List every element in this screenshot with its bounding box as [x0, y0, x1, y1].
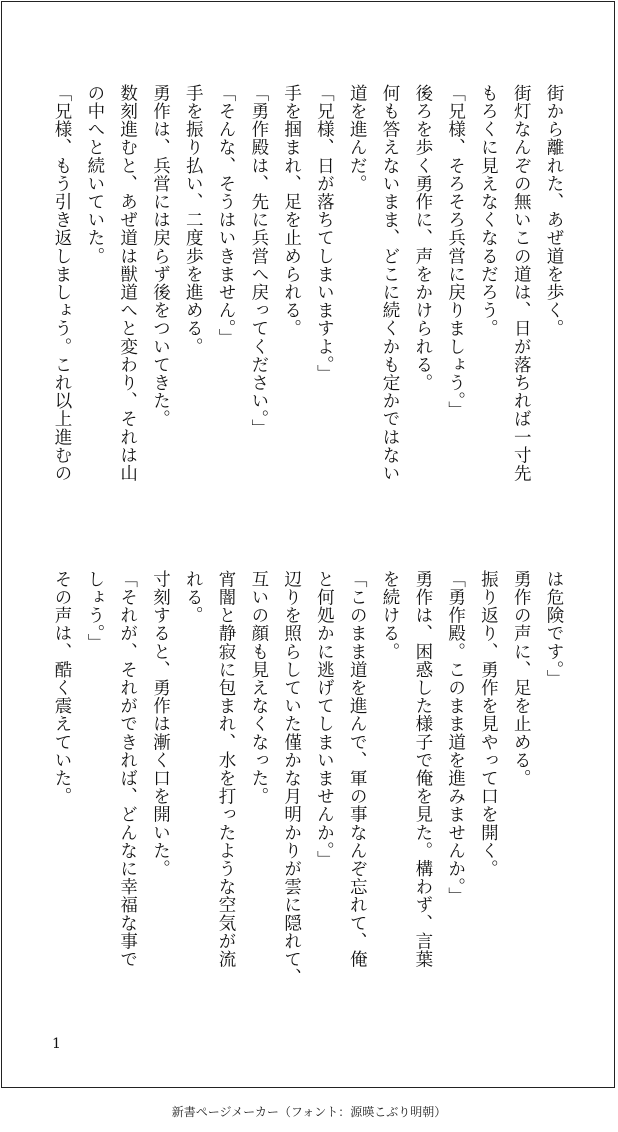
footer-caption: 新書ページメーカー（フォント：源暎こぶり明朝）	[171, 1105, 447, 1119]
top-text-line: 手を掴まれ、足を止められる。	[281, 84, 302, 338]
bottom-text-line: その声は、酷く震えていた。	[52, 570, 73, 806]
page-number: 1	[52, 1036, 61, 1052]
top-text-line: 「そんな、そうはいきません。」	[216, 84, 237, 347]
top-text-line: 街から離れた、あぜ道を歩く。	[544, 84, 564, 338]
bottom-text-line: れる。	[183, 570, 204, 625]
text-block-top	[40, 84, 570, 514]
top-text-line: 数刻進むと、あぜ道は獣道へと変わり、それは山	[117, 84, 138, 483]
bottom-text-line: 宵闇と静寂に包まれ、水を打ったような空気が流	[216, 570, 237, 969]
top-text-line: 手を振り払い、二度歩を進める。	[183, 84, 204, 356]
bottom-text-line: 勇作の声に、足を止める。	[511, 570, 532, 788]
top-text-line: 「兄様、そろそろ兵営に戻りましょう。」	[445, 84, 466, 420]
bottom-text-line: 「このまま道を進んで、軍の事なんぞ忘れて、俺	[347, 570, 368, 969]
bottom-text-line: と何処かに逃げてしまいませんか。」	[314, 570, 335, 869]
top-text-line: 後ろを歩く勇作に、声をかけられる。	[412, 84, 433, 392]
top-text-line: 「勇作殿は、先に兵営へ戻ってください。」	[248, 84, 269, 438]
text-block-bottom	[40, 570, 570, 1000]
bottom-text-line: 振り返り、勇作を見やって口を開く。	[478, 570, 499, 878]
top-text-line: 何も答えないまま、どこに続くかも定かではない	[380, 84, 401, 483]
bottom-text-line: しょう。」	[84, 570, 105, 652]
top-text-line: の中へと続いていた。	[84, 84, 105, 265]
bottom-text-line: を続ける。	[380, 570, 401, 661]
bottom-text-line: 辺りを照らしていた僅かな月明かりが雲に隠れて、	[281, 570, 302, 987]
top-text-line: 「兄様、日が落ちてしまいますよ。」	[314, 84, 335, 383]
top-text-line: 「兄様、もう引き返しましょう。これ以上進むの	[52, 84, 73, 483]
bottom-text-line: 「それが、それができれば、どんなに幸福な事で	[117, 570, 138, 969]
top-text-line: 勇作は、兵営には戻らず後をついてきた。	[150, 84, 171, 428]
bottom-text-line: 寸刻すると、勇作は漸く口を開いた。	[150, 570, 171, 878]
top-text-line: 街灯なんぞの無いこの道は、日が落ちれば一寸先	[511, 84, 532, 483]
top-text-line: 道を進んだ。	[347, 84, 368, 193]
bottom-text-line: 勇作は、困惑した様子で俺を見た。構わず、言葉	[412, 570, 433, 969]
top-text-line: もろくに見えなくなるだろう。	[478, 84, 499, 338]
bottom-text-line: 互いの顔も見えなくなった。	[248, 570, 269, 806]
bottom-text-line: 「勇作殿。このまま道を進みませんか。」	[445, 570, 466, 906]
bottom-text-line: は危険です。」	[544, 570, 564, 688]
